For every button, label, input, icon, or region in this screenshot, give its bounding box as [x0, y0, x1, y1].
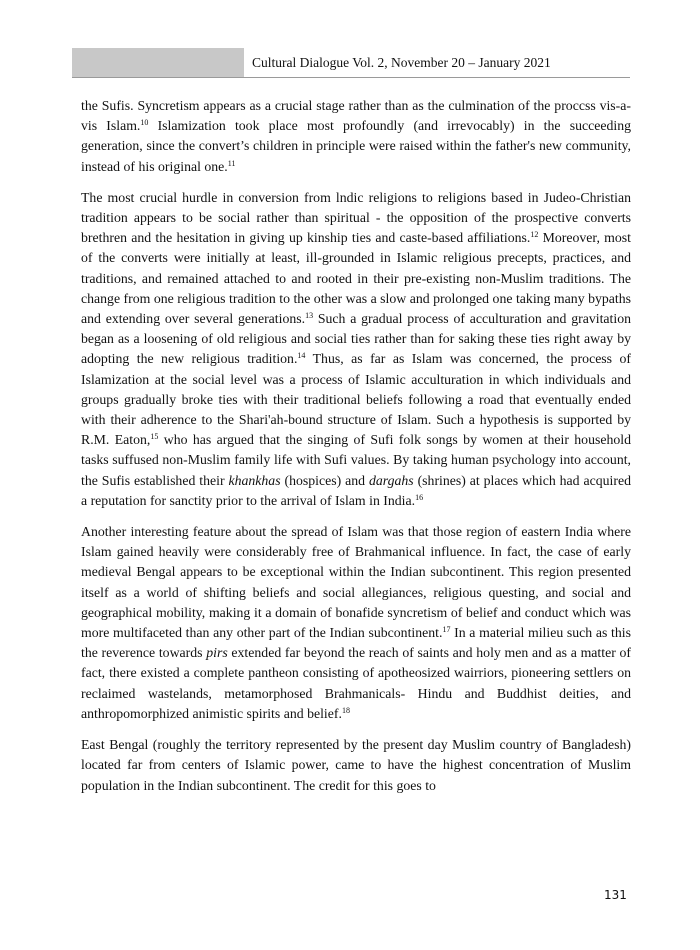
- text-run: (shrines) at places which had acquired a reputation for sanctity prior to the arrival of Islam in India.: [81, 472, 631, 508]
- text-run: Moreover, most of the converts were initially at least, ill-grounded in Islamic religious precepts, practices, and traditions, and remained attached to and rooted in their pre-existing non-Muslim traditions. The change from one religious tradition to the other was a slow and prolonged one taking many bypaths and extending over several generations.: [81, 230, 631, 327]
- text-run: Islamization took place most profoundly (and irrevocably) in the succeeding generation, since the convert’s children in principle were raised within the father's new community, instead of his original one.: [81, 118, 631, 174]
- footnote-ref: 12: [530, 230, 539, 240]
- running-header: [72, 48, 630, 78]
- footnote-ref: 17: [442, 625, 451, 635]
- text-run: extended far beyond the reach of saints and holy men and as a matter of fact, there existed a complete pantheon consisting of apotheosized wairriors, pioneering settlers on reclaimed wastelands, metamorphosed Brahmanicals- Hindu and Buddhist deities, and anthropomorphized animistic spirits and belief.: [81, 645, 631, 721]
- text-run: The most crucial hurdle in conversion from lndic religions to religions based in Judeo-Christian tradition appears to be social rather than spiritual - the opposition of the prospective converts brethren and the hesitation in giving up kinship ties and caste-based affiliations.: [81, 189, 631, 246]
- footnote-ref: 14: [297, 351, 306, 361]
- footnote-ref: 10: [140, 118, 149, 128]
- footnote-ref: 11: [227, 158, 236, 168]
- text-run: who has argued that the singing of Sufi folk songs by women at their household tasks suffused non-Muslim family life with Sufi values. By taking human psychology into account, the Sufis established their: [81, 432, 632, 488]
- text-run: In a material milieu such as this the reverence towards: [81, 625, 631, 661]
- text-run: East Bengal (roughly the territory represented by the present day Muslim country of Bangladesh) located far from centers of Islamic power, came to have the highest concentration of Muslim population in the Indian subcontinent. The credit for this goes to: [81, 737, 631, 793]
- text-run: (hospices) and: [280, 472, 369, 488]
- text-run: the Sufis. Syncretism appears as a crucial stage rather than as the culmination of the proccss vis-a-vis Islam.: [81, 98, 631, 134]
- text-run: Thus, as far as Islam was concerned, the process of Islamization at the social level was a process of Islamic acculturation in which individuals and groups gradually broke ties with their traditional beliefs following a road that eventually ended with their adherence to the Shari'ah-bound structure of Islam. Such a hypothesis is supported by R.M. Eaton,: [81, 351, 631, 448]
- text-run: Another interesting feature about the spread of Islam was that those region of eastern India where Islam gained heavily were considerably free of Brahmanical influence. In fact, the case of early medieval Bengal appears to be exceptional within the Indian subcontinent. This region presented itself as a world of shifting beliefs and social allegiances, religious questing, and social and geographical mobility, making it a domain of bonafide syncretism of belief and conduct which was more multifaceted than any other part of the Indian subcontinent.: [81, 524, 631, 641]
- italic-term: pirs: [206, 645, 228, 661]
- paragraph-1: [81, 96, 631, 177]
- paragraph-2: [81, 188, 631, 511]
- header-grey-block: [72, 48, 244, 77]
- page-number: 131: [604, 888, 627, 902]
- paragraph-3: [81, 522, 631, 724]
- text-run: Such a gradual process of acculturation and gravitation began as a loosening of old religious and social ties rather than for saking these ties right away by adopting the new religious tradition.: [81, 311, 631, 367]
- paragraph-4: [81, 735, 631, 796]
- journal-title: Cultural Dialogue Vol. 2, November 20 – January 2021: [252, 55, 551, 70]
- footnote-ref: 16: [415, 492, 424, 502]
- footnote-ref: 15: [150, 432, 159, 442]
- article-body: [81, 96, 631, 807]
- footnote-ref: 18: [341, 705, 350, 715]
- italic-term: dargahs: [368, 472, 414, 488]
- footnote-ref: 13: [305, 311, 314, 321]
- italic-term: khankhas: [228, 472, 281, 488]
